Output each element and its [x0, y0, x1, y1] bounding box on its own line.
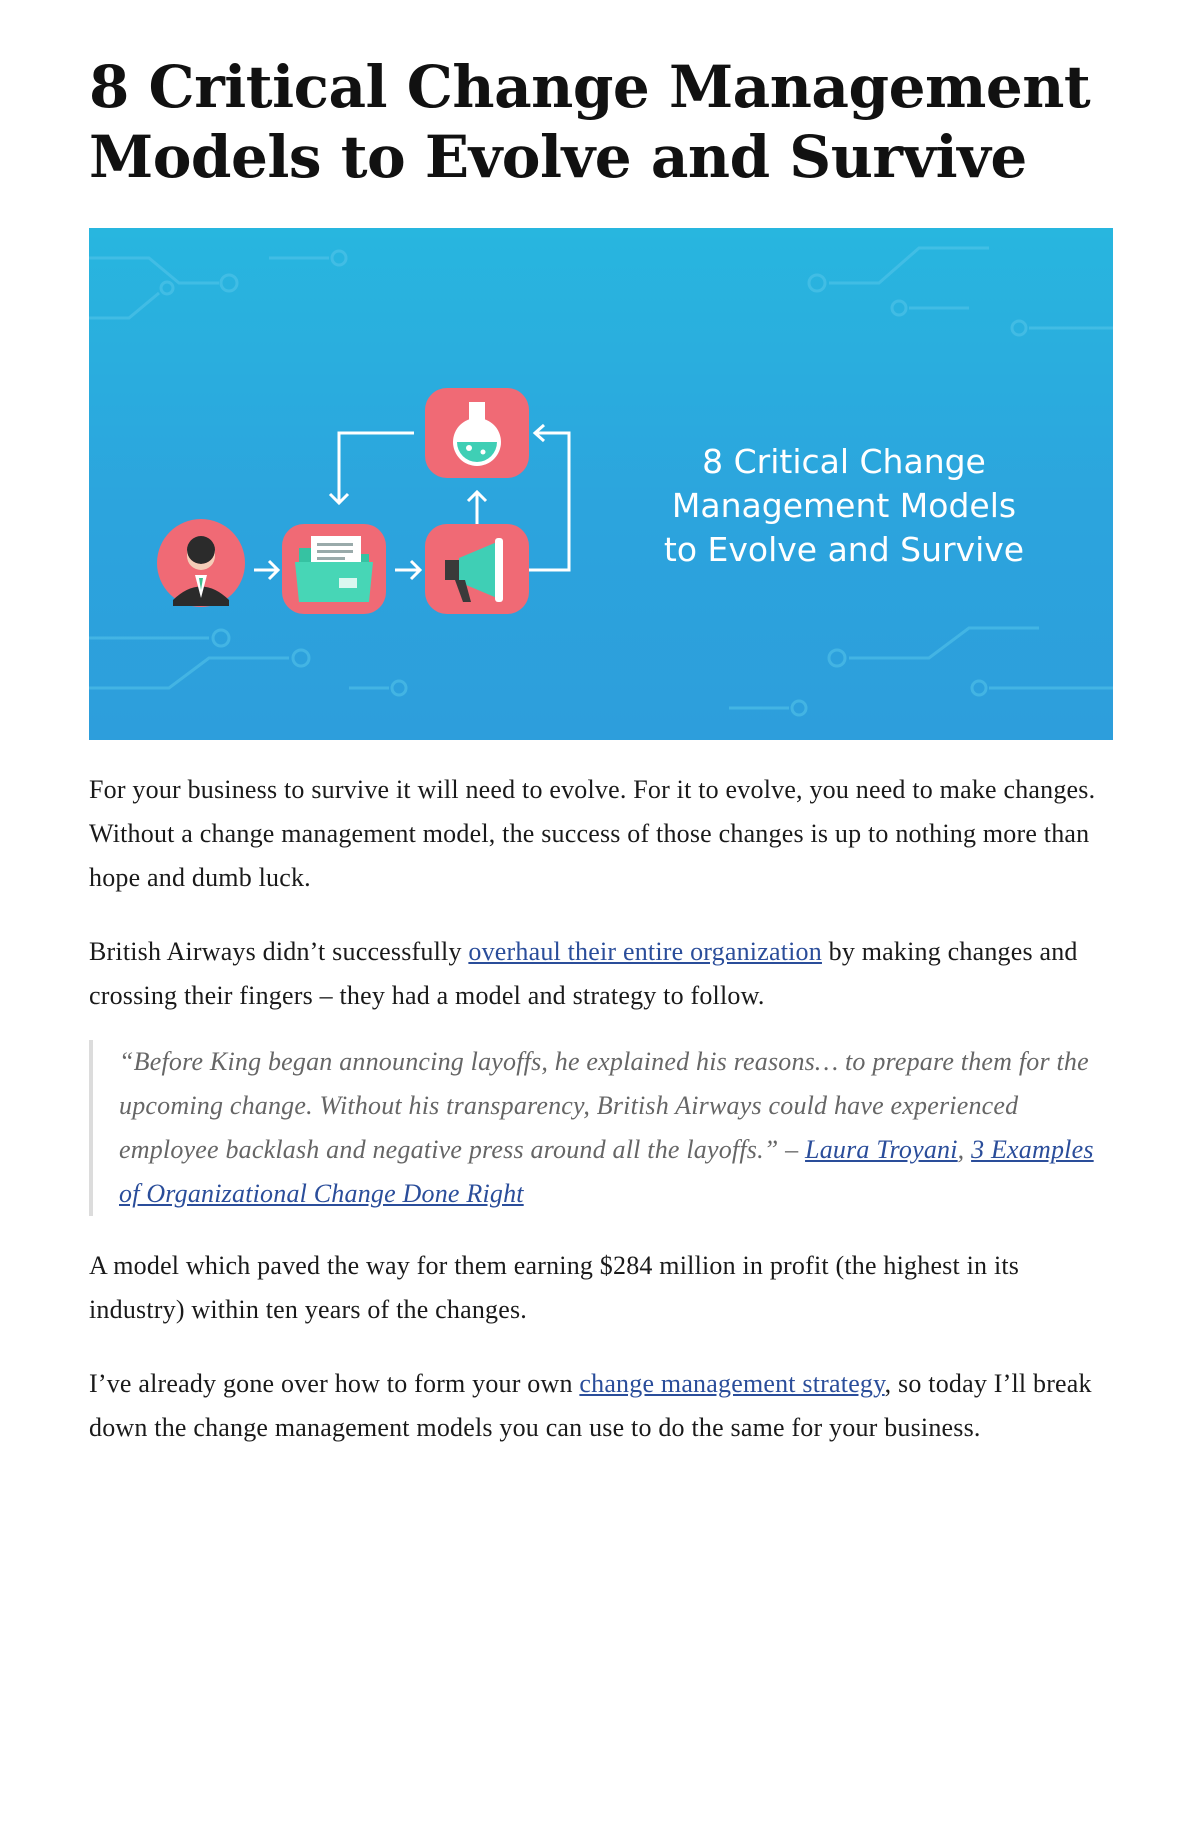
paragraph-text: I’ve already gone over how to form your own	[89, 1369, 580, 1398]
strategy-paragraph	[89, 1362, 1113, 1450]
quote-author-link[interactable]: Laura Troyani	[805, 1135, 958, 1164]
strategy-link[interactable]: change management strategy	[579, 1369, 885, 1398]
flask-icon	[425, 388, 529, 478]
paragraph-text: , so today I’ll break down the change management models you can use to do the same for your business.	[89, 1369, 1092, 1442]
quote-separator: ,	[957, 1135, 972, 1164]
article-title: 8 Critical Change Management Models to Evolve and Survive	[89, 53, 1091, 191]
person-icon	[157, 519, 245, 607]
profit-paragraph: A model which paved the way for them earning $284 million in profit (the highest in its industry) within ten years of the changes.	[89, 1251, 1020, 1324]
article	[89, 52, 1113, 1450]
british-airways-paragraph	[89, 930, 1113, 1018]
quote-paragraph	[119, 1040, 1113, 1216]
blockquote	[89, 1040, 1113, 1216]
paragraph-text: by making changes and crossing their fingers – they had a model and strategy to follow.	[89, 937, 1078, 1010]
overhaul-link[interactable]: overhaul their entire organization	[468, 937, 822, 966]
hero-banner	[89, 228, 1113, 740]
megaphone-icon	[425, 524, 529, 614]
paragraph-text: British Airways didn’t successfully	[89, 937, 469, 966]
hero-title: 8 Critical Change Management Models to Evolve and Survive	[663, 442, 1025, 569]
quote-text: “Before King began announcing layoffs, he explained his reasons… to prepare them for the upcoming change. Without his transparency, British Airways could have experienced employee backlash and negative press around all the layoffs.” –	[119, 1047, 1089, 1164]
folder-document-icon	[282, 524, 386, 614]
quote-source-link[interactable]: 3 Examples of Organizational Change Done Right	[119, 1135, 1094, 1208]
intro-paragraph: For your business to survive it will need to evolve. For it to evolve, you need to make changes. Without a change management model, the success of those changes is up to nothing more than hope and dumb luck.	[89, 775, 1096, 892]
